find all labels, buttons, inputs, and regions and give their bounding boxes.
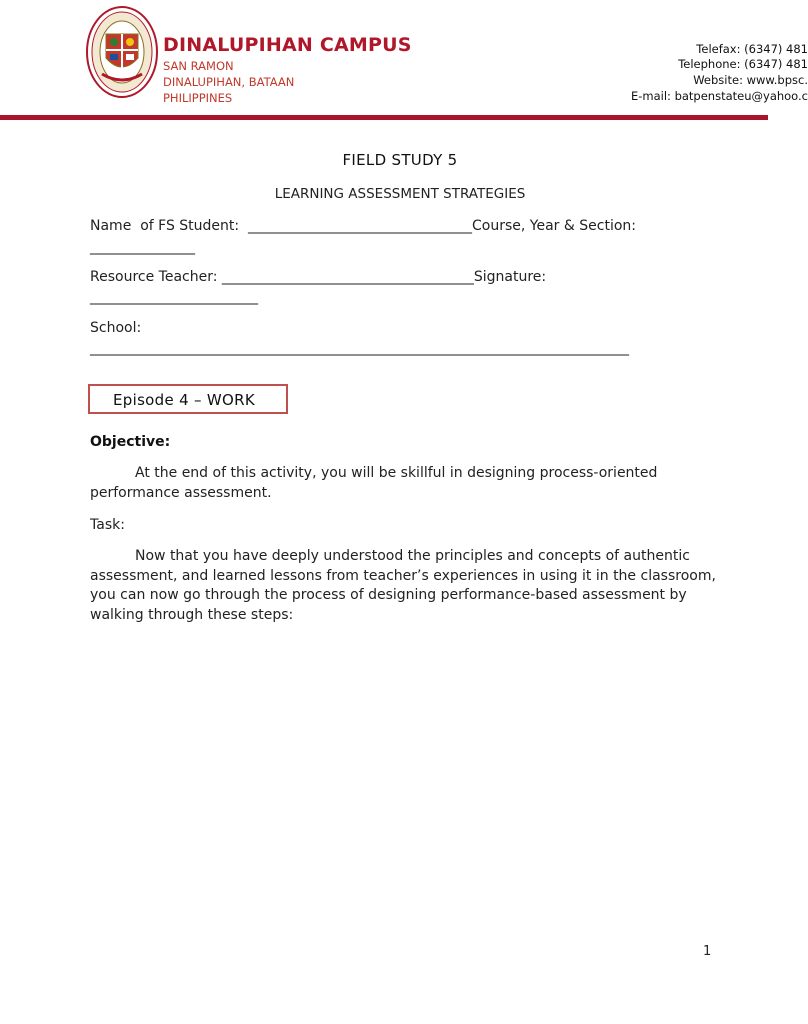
telephone: Telephone: (6347) 481	[678, 57, 808, 71]
task-paragraph	[90, 547, 720, 625]
document-title: FIELD STUDY 5	[342, 151, 458, 169]
objective-paragraph	[90, 464, 720, 503]
telefax: Telefax: (6347) 481	[696, 42, 808, 56]
address-line-2: DINALUPIHAN, BATAAN	[163, 75, 295, 89]
resource-teacher-field: Resource Teacher: ____________________________________Signature:	[90, 269, 547, 285]
email: E-mail: batpenstateu@yahoo.c	[630, 89, 808, 103]
university-seal-icon	[86, 6, 158, 98]
address-line-1: SAN RAMON	[163, 59, 234, 73]
header-divider	[0, 115, 768, 120]
document-subtitle: LEARNING ASSESSMENT STRATEGIES	[274, 186, 526, 202]
course-section-field: _______________	[90, 239, 195, 255]
school-field: _____________________________________________________________________________	[90, 340, 629, 356]
objective-text: At the end of this activity, you will be skillful in designing process-oriented performance assessment.	[90, 465, 658, 501]
school-label: School:	[90, 320, 142, 336]
website: Website: www.bpsc.	[693, 73, 808, 87]
episode-label: Episode 4 – WORK	[113, 391, 255, 409]
student-name-field: Name of FS Student: ________________________________Course, Year & Section:	[90, 218, 636, 234]
letterhead	[0, 0, 808, 120]
objective-heading: Objective:	[90, 434, 171, 450]
address-line-3: PHILIPPINES	[163, 91, 233, 105]
task-label: Task:	[90, 517, 125, 533]
task-text: Now that you have deeply understood the principles and concepts of authentic assessment, and learned lessons from teacher’s experiences in using it in the classroom, you can now go through the process of designing performance-based assessment by walking through these steps:	[90, 548, 716, 623]
signature-field: ________________________	[90, 289, 258, 305]
page-number: 1	[703, 944, 712, 959]
campus-name: DINALUPIHAN CAMPUS	[163, 34, 412, 56]
